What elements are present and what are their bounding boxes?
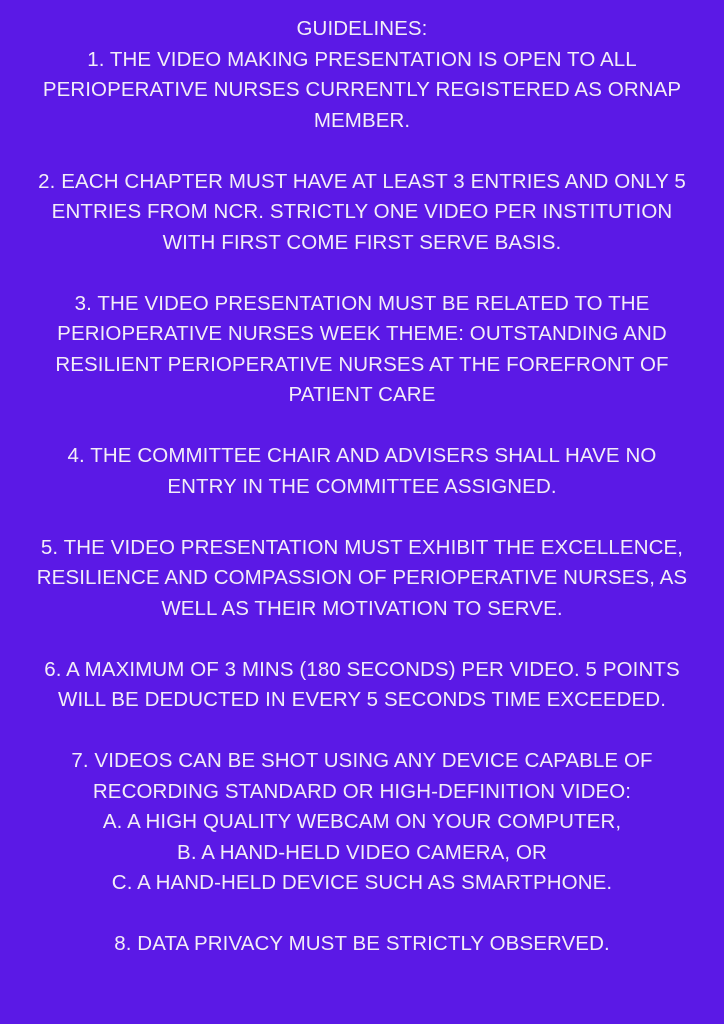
guideline-7-line-2: RECORDING STANDARD OR HIGH-DEFINITION VIDEO: — [92, 779, 632, 803]
guideline-2-line-1: 2. EACH CHAPTER MUST HAVE AT LEAST 3 ENTRIES AND ONLY 5 — [38, 169, 686, 193]
guideline-3 — [0, 289, 724, 411]
guideline-6-line-1: 6. A MAXIMUM OF 3 MINS (180 SECONDS) PER VIDEO. 5 POINTS — [44, 657, 680, 681]
guideline-5 — [0, 533, 724, 625]
guideline-7-option-c: C. A HAND-HELD DEVICE SUCH AS SMARTPHONE. — [111, 871, 613, 894]
guideline-6-line-2: WILL BE DEDUCTED IN EVERY 5 SECONDS TIME EXCEEDED. — [58, 688, 666, 711]
guideline-3-line-2: PERIOPERATIVE NURSES WEEK THEME: OUTSTANDING AND — [57, 322, 667, 345]
guideline-5-line-3: WELL AS THEIR MOTIVATION TO SERVE. — [161, 596, 563, 620]
guideline-1-line-3: MEMBER. — [313, 108, 411, 132]
guideline-4 — [0, 441, 724, 502]
guidelines-heading: GUIDELINES: — [296, 17, 428, 40]
spacer — [0, 411, 724, 442]
guideline-1 — [0, 45, 724, 137]
guideline-1-line-2: PERIOPERATIVE NURSES CURRENTLY REGISTERED AS ORNAP — [42, 78, 682, 101]
guideline-7 — [0, 746, 724, 899]
guideline-7-option-a: A. A HIGH QUALITY WEBCAM ON YOUR COMPUTER, — [102, 810, 622, 833]
spacer — [0, 716, 724, 747]
spacer — [0, 899, 724, 930]
guideline-8-line-1: 8. DATA PRIVACY MUST BE STRICTLY OBSERVED. — [114, 932, 610, 955]
guideline-1-line-1: 1. THE VIDEO MAKING PRESENTATION IS OPEN TO ALL — [87, 47, 637, 71]
guideline-4-line-1: 4. THE COMMITTEE CHAIR AND ADVISERS SHALL HAVE NO — [67, 444, 657, 467]
guideline-7-line-1: 7. VIDEOS CAN BE SHOT USING ANY DEVICE CAPABLE OF — [71, 749, 653, 772]
spacer — [0, 624, 724, 655]
spacer — [0, 136, 724, 167]
guideline-2-line-3: WITH FIRST COME FIRST SERVE BASIS. — [162, 230, 562, 254]
guideline-2-line-2: ENTRIES FROM NCR. STRICTLY ONE VIDEO PER INSTITUTION — [51, 200, 673, 223]
guideline-7-option-b: B. A HAND-HELD VIDEO CAMERA, OR — [177, 840, 547, 864]
guideline-3-line-3: RESILIENT PERIOPERATIVE NURSES AT THE FOREFRONT OF — [55, 352, 669, 376]
guideline-3-line-1: 3. THE VIDEO PRESENTATION MUST BE RELATED TO THE — [74, 291, 650, 315]
guideline-5-line-2: RESILIENCE AND COMPASSION OF PERIOPERATIVE NURSES, AS — [36, 566, 688, 589]
guideline-4-line-2: ENTRY IN THE COMMITTEE ASSIGNED. — [167, 474, 557, 498]
guideline-6 — [0, 655, 724, 716]
guideline-5-line-1: 5. THE VIDEO PRESENTATION MUST EXHIBIT THE EXCELLENCE, — [40, 535, 684, 559]
guideline-8 — [0, 929, 724, 960]
spacer — [0, 258, 724, 289]
guideline-3-line-4: PATIENT CARE — [288, 383, 436, 406]
guideline-2 — [0, 167, 724, 259]
spacer — [0, 502, 724, 533]
